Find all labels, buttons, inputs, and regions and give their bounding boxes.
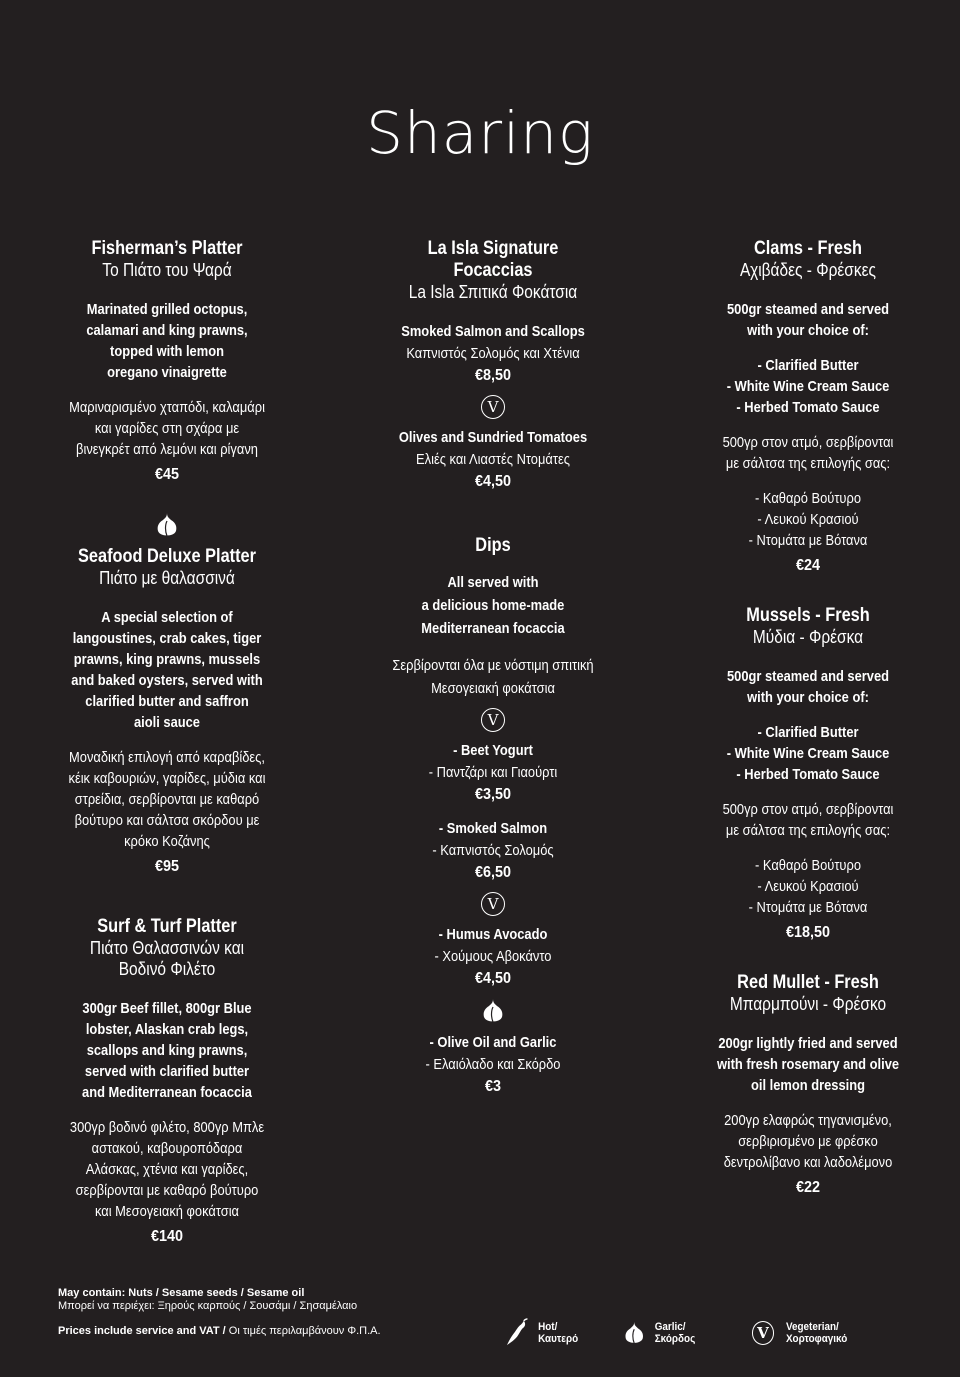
legend-vegetarian	[752, 1321, 899, 1345]
description-gr: 500γρ στον ατμό, σερβίρονται με σάλτσα της επιλογής σας:	[722, 434, 894, 472]
section-subtitle: La Isla Σπιτικά Φοκάτσια	[408, 282, 578, 302]
item-name-gr: - Χούμους Αβοκάντο	[434, 948, 552, 965]
menu-item	[358, 818, 628, 884]
allergens-gr: Μπορεί να περιέχει: Ξηρούς καρπούς / Σουσάμι / Σησαμέλαιο	[58, 1300, 358, 1312]
garlic-icon	[32, 512, 302, 538]
page-title: Sharing	[366, 99, 594, 167]
item-name: - Humus Avocado	[438, 926, 548, 943]
description-en: All served with a delicious home-made Mediterranean focaccia	[421, 574, 565, 637]
section-subtitle: Πιάτο με θαλασσινά	[99, 568, 235, 588]
price: €8,50	[474, 367, 512, 384]
section-signature-focaccias	[358, 238, 628, 493]
legend-garlic-label: Garlic/Σκόρδος	[655, 1321, 696, 1345]
price: €3	[484, 1078, 502, 1095]
description-en: 500gr steamed and served with your choice of:	[726, 668, 890, 706]
column-focaccias-dips	[358, 238, 628, 1098]
section-title: Seafood Deluxe Platter	[78, 546, 256, 567]
vegetarian-icon: V	[358, 892, 628, 916]
price: €3,50	[474, 786, 512, 803]
section-clams	[673, 238, 943, 577]
price: €24	[795, 557, 821, 574]
price: €22	[795, 1179, 821, 1196]
menu-item	[358, 924, 628, 990]
menu-item	[358, 740, 628, 806]
legend	[505, 1316, 925, 1350]
description-en: A special selection of langoustines, crab cakes, tiger prawns, king prawns, mussels and baked oysters, served with clarified butter and saffron aioli sauce	[71, 609, 263, 731]
description-gr: 500γρ στον ατμό, σερβίρονται με σάλτσα της επιλογής σας:	[722, 801, 894, 839]
vegetarian-icon: V	[358, 395, 628, 419]
section-fishermans-platter	[32, 238, 302, 486]
price: €45	[154, 466, 180, 483]
section-surf-turf-platter	[32, 916, 302, 1248]
section-mussels	[673, 605, 943, 944]
section-seafood-deluxe-platter	[32, 546, 302, 878]
item-name: - Smoked Salmon	[438, 820, 548, 837]
vat-note-en: Prices include service and VAT /	[58, 1325, 226, 1337]
vegetarian-icon: V	[358, 708, 628, 732]
section-dips	[358, 535, 628, 1098]
section-title: Surf & Turf Platter	[97, 916, 237, 937]
item-name: - Olive Oil and Garlic	[429, 1034, 557, 1051]
menu-item	[358, 1032, 628, 1098]
description-gr: Σερβίρονται όλα με νόστιμη σπιτική Μεσογειακή φοκάτσια	[392, 657, 594, 697]
item-name-gr: Ελιές και Λιαστές Ντομάτες	[416, 451, 570, 468]
description-en: 200gr lightly fried and served with fresh rosemary and olive oil lemon dressing	[716, 1035, 900, 1094]
description-gr: 200γρ ελαφρώς τηγανισμένο, σερβιρισμένο με φρέσκο δεντρολίβανο και λαδολέμονο	[723, 1112, 893, 1171]
section-title: Dips	[475, 535, 511, 556]
item-name-gr: - Ελαιόλαδο και Σκόρδο	[425, 1056, 561, 1073]
item-name: - Beet Yogurt	[453, 742, 533, 759]
price: €4,50	[474, 473, 512, 490]
options-en: - Clarified Butter - White Wine Cream Sauce - Herbed Tomato Sauce	[726, 724, 890, 783]
options-gr: - Καθαρό Βούτυρο - Λευκού Κρασιού - Ντομάτα με Βότανα	[748, 490, 868, 549]
description-en: 300gr Beef fillet, 800gr Blue lobster, Alaskan crab legs, scallops and king prawns, served with clarified butter and Mediterranean focaccia	[82, 1000, 252, 1101]
menu-item	[358, 321, 628, 387]
section-subtitle: Πιάτο Θαλασσινών και Βοδινό Φιλέτο	[89, 938, 245, 979]
price: €95	[154, 858, 180, 875]
description-gr: 300γρ βοδινό φιλέτο, 800γρ Μπλε αστακού, καβουροπόδαρα Αλάσκας, χτένια και γαρίδες, σερβίρονται με καθαρό βούτυρο και Μεσογειακή φοκάτσια	[69, 1119, 265, 1220]
legend-hot	[505, 1318, 597, 1348]
section-subtitle: Μύδια - Φρέσκα	[752, 627, 864, 647]
garlic-icon	[623, 1319, 645, 1347]
price: €6,50	[474, 864, 512, 881]
price: €18,50	[785, 924, 831, 941]
item-name: Olives and Sundried Tomatoes	[398, 429, 588, 446]
allergens-en: May contain: Nuts / Sesame seeds / Sesame oil	[58, 1287, 305, 1299]
vegetarian-icon: V	[752, 1321, 775, 1345]
column-shellfish	[673, 238, 943, 1199]
garlic-icon	[358, 998, 628, 1024]
price: €4,50	[474, 970, 512, 987]
section-title: La Isla Signature Focaccias	[427, 238, 559, 281]
item-name-gr: Καπνιστός Σολομός και Χτένια	[406, 345, 580, 362]
section-title: Clams - Fresh	[753, 238, 863, 259]
chili-icon	[505, 1318, 529, 1348]
section-title: Fisherman’s Platter	[91, 238, 243, 259]
description-en: 500gr steamed and served with your choice of:	[726, 301, 890, 339]
section-subtitle: Αχιβάδες - Φρέσκες	[740, 260, 876, 280]
item-name-gr: - Παντζάρι και Γιαούρτι	[428, 764, 558, 781]
section-title: Red Mullet - Fresh	[737, 972, 879, 993]
section-red-mullet	[673, 972, 943, 1199]
description-gr: Μοναδική επιλογή από καραβίδες, κέικ καβουριών, γαρίδες, μύδια και στρείδια, σερβίρονται με καθαρό βούτυρο και σάλτσα σκόρδου με κρόκο Κοζάνης	[68, 749, 266, 850]
vat-note-gr: Οι τιμές περιλαμβάνουν Φ.Π.Α.	[225, 1325, 381, 1337]
item-name-gr: - Καπνιστός Σολομός	[432, 842, 554, 859]
description-en: Marinated grilled octopus, calamari and king prawns, topped with lemon oregano vinaigrette	[86, 301, 248, 381]
price: €140	[150, 1228, 184, 1245]
menu-item	[358, 427, 628, 493]
section-title: Mussels - Fresh	[746, 605, 870, 626]
column-platters	[32, 238, 302, 1248]
description-gr: Μαριναρισμένο χταπόδι, καλαμάρι και γαρίδες στη σχάρα με βινεγκρέτ από λεμόνι και ρίγανη	[69, 399, 265, 458]
section-subtitle: Μπαρμπούνι - Φρέσκο	[729, 994, 887, 1014]
legend-garlic	[623, 1319, 726, 1347]
item-name: Smoked Salmon and Scallops	[401, 323, 585, 340]
legend-hot-label: Hot/Καυτερό	[538, 1321, 579, 1345]
options-en: - Clarified Butter - White Wine Cream Sauce - Herbed Tomato Sauce	[726, 357, 890, 416]
legend-vegetarian-label: Vegeterian/Χορτοφαγικό	[786, 1321, 848, 1345]
section-subtitle: Το Πιάτο του Ψαρά	[102, 260, 232, 280]
options-gr: - Καθαρό Βούτυρο - Λευκού Κρασιού - Ντομάτα με Βότανα	[748, 857, 868, 916]
